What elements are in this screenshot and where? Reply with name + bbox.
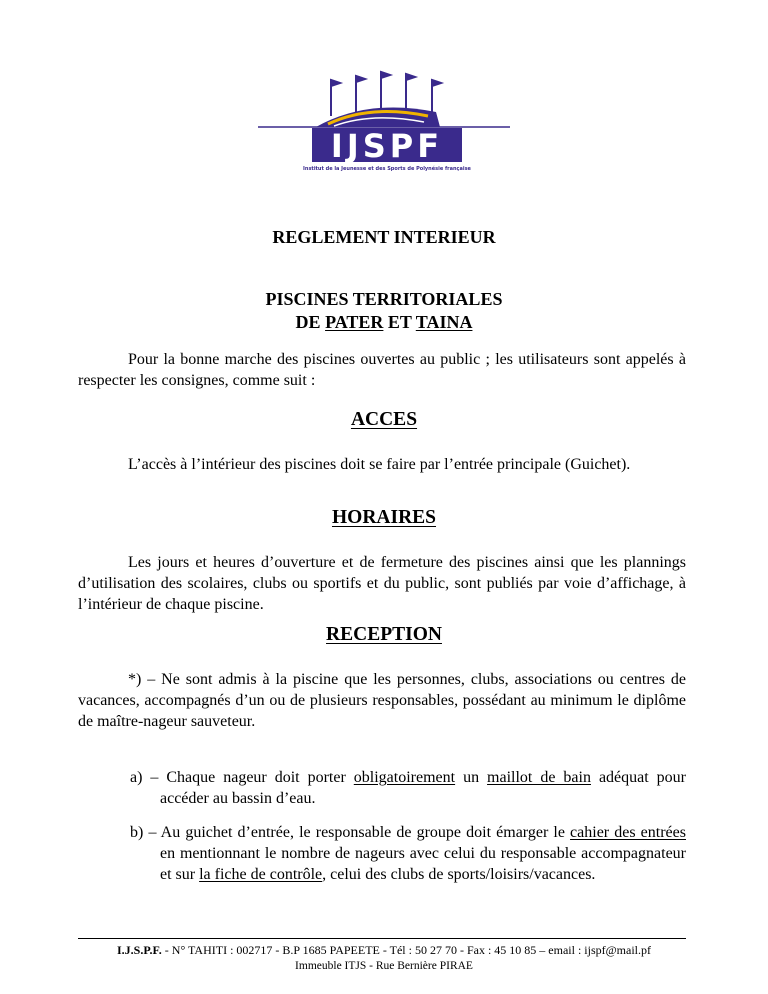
subtitle-et: ET	[383, 312, 416, 332]
item-b-fiche: la fiche de contrôle	[199, 866, 323, 883]
subtitle-prefix: DE	[295, 312, 326, 332]
horaires-paragraph: Les jours et heures d’ouverture et de fermeture des piscines ainsi que les plannings d’utilisation des scolaires, clubs ou sportifs et du public, sont publiés par voie d’affichage, à l’intérieur de chaque piscine.	[78, 554, 686, 613]
footer-contact	[0, 943, 768, 957]
item-a-maillot: maillot de bain	[487, 769, 591, 786]
heading-horaires: HORAIRES	[331, 507, 437, 528]
footer-org: I.J.S.P.F.	[116, 943, 162, 957]
item-b-text-3: , celui des clubs de sports/loisirs/vacances.	[322, 866, 596, 883]
heading-reception: RECEPTION	[326, 624, 442, 645]
heading-acces: ACCES	[350, 409, 418, 430]
logo-tagline: Institut de la Jeunesse et des Sports de Polynésie française	[303, 166, 471, 172]
item-a-text-1: a) – Chaque nageur doit porter	[130, 769, 354, 786]
document-title: REGLEMENT INTERIEUR	[272, 227, 496, 247]
intro-paragraph: Pour la bonne marche des piscines ouvertes au public ; les utilisateurs sont appelés à respecter les consignes, comme suit :	[78, 351, 686, 389]
item-a-obligatoirement: obligatoirement	[353, 769, 456, 786]
subtitle-line-2	[0, 311, 768, 333]
subtitle-taina: TAINA	[415, 312, 473, 332]
item-b-text-1: b) – Au guichet d’entrée, le responsable de groupe doit émarger le	[130, 824, 571, 841]
item-a-text-3: adéquat pour accéder au bassin d’eau.	[160, 769, 687, 807]
subtitle-line-1: PISCINES TERRITORIALES	[265, 289, 503, 309]
ijspf-logo	[258, 68, 510, 176]
item-a-text-2: un	[455, 769, 488, 786]
footer-address: Immeuble ITJS - Rue Bernière PIRAE	[295, 960, 473, 972]
list-item-b	[130, 822, 686, 885]
logo-text: IJSPF	[330, 127, 444, 165]
acces-paragraph: L’accès à l’intérieur des piscines doit se faire par l’entrée principale (Guichet).	[128, 456, 631, 473]
item-b-cahier: cahier des entrées	[570, 824, 686, 841]
reception-paragraph: *) – Ne sont admis à la piscine que les personnes, clubs, associations ou centres de vacances, accompagnés d’un ou de plusieurs responsables, possédant au minimum le diplôme de maître-nageur sauveteur.	[78, 671, 686, 730]
subtitle-pater: PATER	[325, 312, 384, 332]
list-item-a	[130, 767, 686, 809]
footer-divider	[78, 938, 686, 939]
footer-details: - N° TAHITI : 002717 - B.P 1685 PAPEETE - Tél : 50 27 70 - Fax : 45 10 85 – email : ijspf@mail.pf	[161, 943, 651, 957]
item-b-text-2: en mentionnant le nombre de nageurs avec celui du responsable accompagnateur et sur	[160, 845, 686, 883]
